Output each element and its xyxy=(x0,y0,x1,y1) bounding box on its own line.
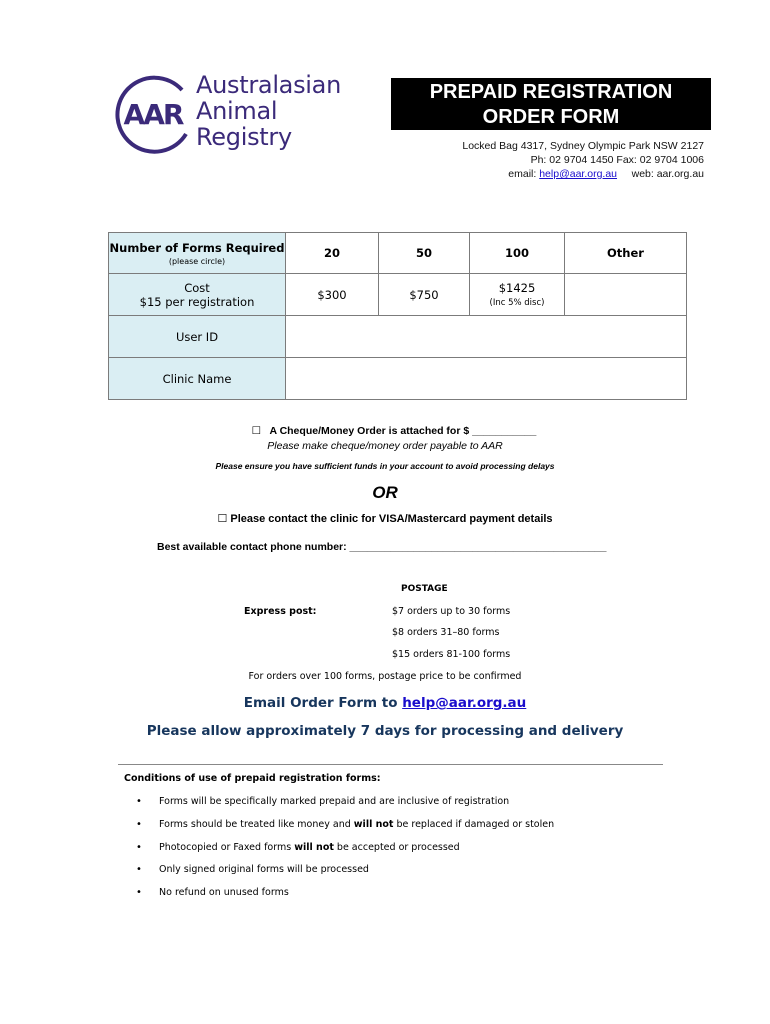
email-order-prefix: Email Order Form to xyxy=(243,695,403,711)
order-table xyxy=(108,232,687,400)
visa-checkbox[interactable]: ☐ xyxy=(217,513,228,525)
cost-other xyxy=(565,274,687,316)
condition-item xyxy=(124,886,554,909)
option-20[interactable]: 20 xyxy=(286,233,379,274)
contact-clinic-text: Please contact the clinic for VISA/Mastercard payment details xyxy=(230,513,553,525)
postal-address: Locked Bag 4317, Sydney Olympic Park NSW 2127 xyxy=(462,140,704,152)
bullet: • xyxy=(136,864,142,876)
cost-20: $300 xyxy=(286,274,379,316)
user-id-field[interactable] xyxy=(286,316,687,358)
condition-text: Forms will be specifically marked prepaid and are inclusive of registration xyxy=(159,796,510,807)
bullet: • xyxy=(136,796,142,807)
forms-required-label xyxy=(109,233,286,274)
phone-prompt[interactable]: Best available contact phone number: ____________________________________________ xyxy=(157,541,607,553)
table-row-forms xyxy=(109,233,687,274)
bullet: • xyxy=(136,818,142,830)
cost-text: Cost xyxy=(184,280,210,295)
email-label: email: xyxy=(508,168,537,180)
condition-text: Forms should be treated like money and xyxy=(159,818,354,830)
condition-text: Photocopied or Faxed forms xyxy=(159,841,295,853)
cheque-payable-note: Please make cheque/money order payable to AAR xyxy=(267,440,503,452)
table-row-user-id xyxy=(109,316,687,358)
logo-monogram: AAR xyxy=(123,98,183,131)
processing-note: Please allow approximately 7 days for processing and delivery xyxy=(146,723,624,739)
please-circle-note: (please circle) xyxy=(168,256,226,266)
logo-line-1: Australasian xyxy=(196,71,341,99)
condition-text-end: be accepted or processed xyxy=(333,841,460,853)
logo-wordmark xyxy=(196,72,341,150)
email-link[interactable]: help@aar.org.au xyxy=(539,168,618,180)
option-50[interactable]: 50 xyxy=(379,233,470,274)
bullet: • xyxy=(136,841,142,853)
email-web-line xyxy=(462,167,704,181)
postage-rate-2: $8 orders 31–80 forms xyxy=(392,627,500,638)
option-other[interactable]: Other xyxy=(565,233,687,274)
condition-item xyxy=(124,795,554,818)
condition-emphasis: will not xyxy=(294,841,334,853)
aar-logo-emblem xyxy=(112,72,196,156)
logo-line-2: Animal xyxy=(196,97,278,125)
postage-over-note: For orders over 100 forms, postage price to be confirmed xyxy=(248,671,522,682)
condition-text: No refund on unused forms xyxy=(159,887,289,899)
cheque-checkbox[interactable]: ☐ xyxy=(251,425,262,437)
logo-line-3: Registry xyxy=(196,123,292,151)
form-title-line-2: ORDER FORM xyxy=(482,106,620,128)
clinic-name-label: Clinic Name xyxy=(109,358,286,400)
condition-emphasis: will not xyxy=(353,818,394,830)
option-100[interactable]: 100 xyxy=(470,233,565,274)
aar-logo xyxy=(112,72,196,156)
postage-rate-1: $7 orders up to 30 forms xyxy=(392,606,511,617)
express-post-label: Express post: xyxy=(244,606,317,617)
contact-clinic-line xyxy=(0,512,770,525)
or-divider: OR xyxy=(372,483,398,502)
cost-per-registration: $15 per registration xyxy=(139,294,255,309)
cost-50: $750 xyxy=(379,274,470,316)
section-divider xyxy=(118,764,663,765)
bullet: • xyxy=(136,887,142,899)
user-id-label: User ID xyxy=(109,316,286,358)
cost-100-value: $1425 xyxy=(498,281,536,295)
form-title-line-1: PREPAID REGISTRATION xyxy=(429,81,673,103)
discount-note: (Inc 5% disc) xyxy=(489,298,545,308)
email-order-line xyxy=(0,695,770,711)
contact-address-block xyxy=(462,139,704,181)
conditions-list xyxy=(124,795,554,909)
phone-fax: Ph: 02 9704 1450 Fax: 02 9704 1006 xyxy=(530,154,704,166)
cost-label xyxy=(109,274,286,316)
cheque-text: A Cheque/Money Order is attached for $ ___________ xyxy=(269,425,537,437)
cost-100 xyxy=(470,274,565,316)
clinic-name-field[interactable] xyxy=(286,358,687,400)
email-order-link[interactable]: help@aar.org.au xyxy=(402,695,527,711)
cheque-line xyxy=(0,425,770,437)
postage-heading: POSTAGE xyxy=(401,584,448,594)
forms-required-text: Number of Forms Required xyxy=(109,240,285,255)
condition-text-end: be replaced if damaged or stolen xyxy=(393,818,555,830)
conditions-heading: Conditions of use of prepaid registration forms: xyxy=(124,773,381,784)
condition-item xyxy=(124,863,554,886)
funds-note: Please ensure you have sufficient funds in your account to avoid processing delays xyxy=(215,461,555,471)
table-row-cost xyxy=(109,274,687,316)
postage-rate-3: $15 orders 81-100 forms xyxy=(392,649,511,660)
table-row-clinic xyxy=(109,358,687,400)
condition-item xyxy=(124,841,554,864)
web-address: web: aar.org.au xyxy=(631,168,704,180)
form-title xyxy=(391,78,711,130)
condition-item xyxy=(124,818,554,841)
condition-text: Only signed original forms will be processed xyxy=(159,864,369,876)
